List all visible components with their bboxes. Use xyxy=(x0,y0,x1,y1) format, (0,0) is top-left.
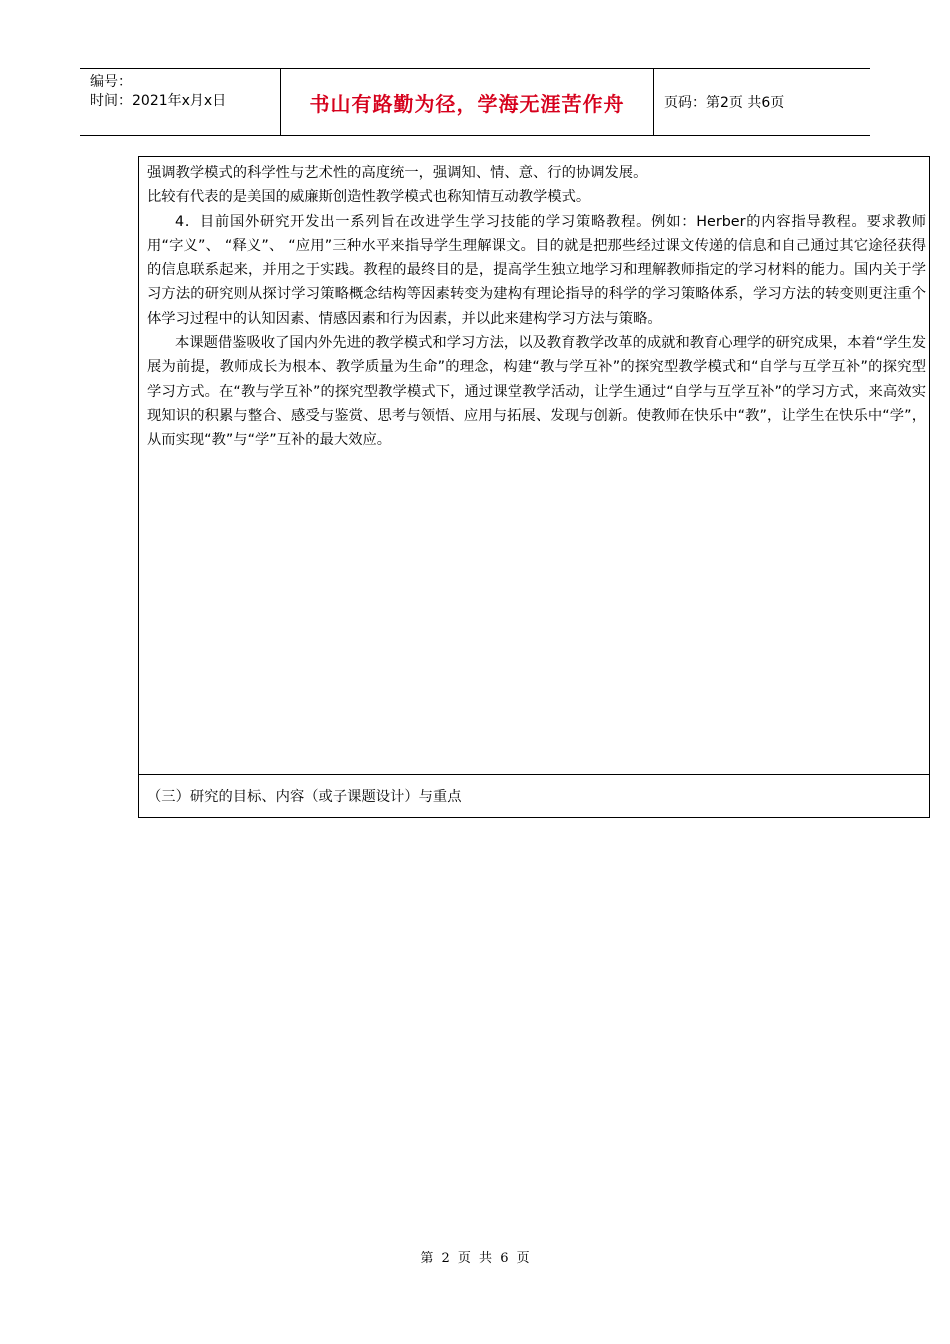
document-number-label: 编号： xyxy=(90,74,132,90)
header-motto: 书山有路勤为径，学海无涯苦作舟 xyxy=(281,69,654,135)
paragraph: 比较有代表的是美国的威廉斯创造性教学模式也称知情互动教学模式。 xyxy=(147,189,591,206)
page-header xyxy=(80,68,870,136)
paragraph: 本课题借鉴吸收了国内外先进的教学模式和学习方法，以及教育教学改革的成就和教育心理学的研究成果，本着“学生发展为前提，教师成长为根本、教学质量为生命”的理念，构建“教与学互补”的探究型教学模式和“自学与互学互补”的探究型学习方式。在“教与学互补”的探究型教学模式下，通过课堂教学活动，让学生通过“自学与互学互补”的学习方式，来高效实现知识的积累与整合、感受与鉴赏、思考与领悟、应用与拓展、发现与创新。使教师在快乐中“教”，让学生在快乐中“学”，从而实现“教”与“学”互补的最大效应。 xyxy=(147,335,926,449)
header-meta-cell xyxy=(80,69,281,135)
header-page-info: 页码：第2页 共6页 xyxy=(664,95,785,111)
content-table xyxy=(138,156,930,818)
paragraph: 强调教学模式的科学性与艺术性的高度统一，强调知、情、意、行的协调发展。 xyxy=(147,165,648,181)
document-time-label: 时间：2021年x月x日 xyxy=(90,93,227,109)
content-body-cell xyxy=(139,157,929,775)
page-footer: 第 2 页 共 6 页 xyxy=(420,1251,530,1266)
paragraph: 4．目前国外研究开发出一系列旨在改进学生学习技能的学习策略教程。例如：Herber的内容指导教程。要求教师用“字义”、 “释义”、 “应用”三种水平来指导学生理解课文。目的就是把那些经过课文传递的信息和自己通过其它途径获得的信息联系起来，并用之于实践。教程的最终目的是，提高学生独立地学习和理解教师指定的学习材料的能力。国内关于学习方法的研究则从探讨学习策略概念结构等因素转变为建构有理论指导的科学的学习策略体系，学习方法的转变则更注重个体学习过程中的认知因素、情感因素和行为因素，并以此来建构学习方法与策略。 xyxy=(147,213,926,327)
section-heading: （三）研究的目标、内容（或子课题设计）与重点 xyxy=(147,789,462,805)
